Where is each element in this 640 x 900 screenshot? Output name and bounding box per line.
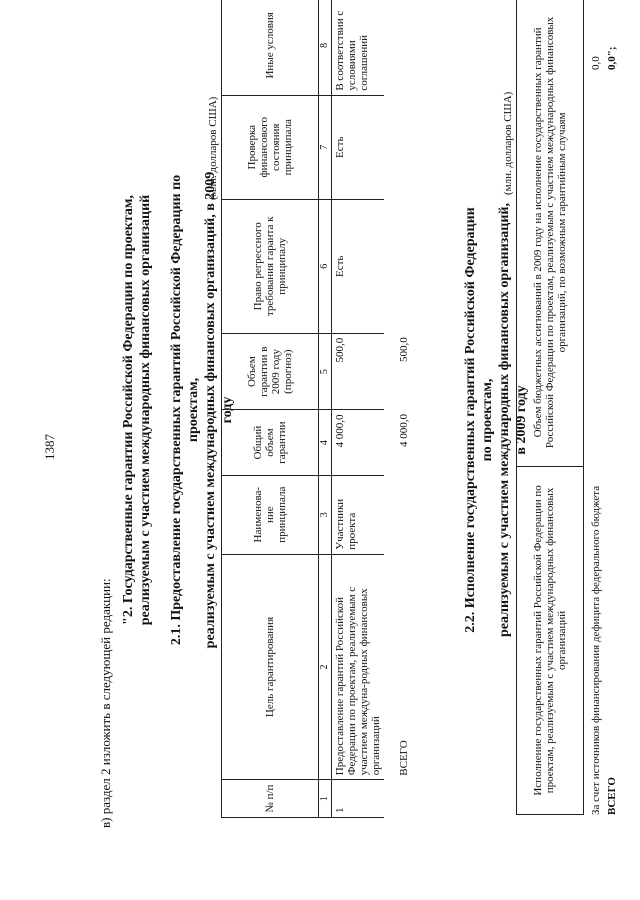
header-cell: Общий объем гарантии <box>222 410 319 475</box>
column-number: 1 <box>319 780 332 818</box>
header-cell: Наименова-ние принципала <box>222 475 319 554</box>
volume-2009-cell: 500,0 <box>332 333 385 410</box>
execution-table <box>516 0 584 815</box>
section-2-title <box>120 190 154 630</box>
section-2-title-line1: "2. Государственные гарантии Российской Федерации по проектам, <box>121 195 136 625</box>
column-number-row <box>319 0 332 818</box>
purpose-cell: Предоставление гарантий Российской Федерации по проектам, реализуемым с участием междуна-родных финансовых организаций <box>332 554 385 780</box>
column-number: 8 <box>319 0 332 95</box>
section-2-2-title-line1: 2.2. Исполнение государственных гарантий Российской Федерации по проектам, <box>463 207 495 633</box>
column-number: 4 <box>319 410 332 475</box>
column-number: 5 <box>319 333 332 410</box>
table-row <box>332 0 385 818</box>
row-number: 1 <box>332 780 385 818</box>
section-2-2-title-line2: реализуемым с участием международных финансовых организаций, в 2009 году <box>497 202 529 638</box>
appropriation-header: Объем бюджетных ассигнований в 2009 году на исполнение государственных гарантий Российской Федерации по проектам, реализуемым с участием международных финансовых организаций, по возможным гарантийным случаям <box>517 0 584 466</box>
table2-total-value: 0,0"; <box>606 46 618 70</box>
table-header-row <box>517 0 584 815</box>
financing-row-value: 0,0 <box>590 56 602 70</box>
section-2-1-title-line1: 2.1. Предоставление государственных гарантий Российской Федерации по проектам, <box>169 174 201 646</box>
section-2-title-line2: реализуемым с участием международных финансовых организаций <box>138 194 153 626</box>
header-cell: Цель гарантирования <box>222 554 319 780</box>
guarantees-table <box>221 0 412 818</box>
header-cell: Право регрессного требования гаранта к принципалу <box>222 199 319 333</box>
total-row <box>384 0 412 818</box>
column-number: 6 <box>319 199 332 333</box>
column-number: 7 <box>319 95 332 199</box>
financing-row-label: За счет источников финансирования дефицита федерального бюджета <box>590 485 602 815</box>
column-number: 2 <box>319 554 332 780</box>
total-volume: 4 000,0 <box>398 413 410 447</box>
recourse-cell: Есть <box>332 199 385 333</box>
total-volume-2009: 500,0 <box>398 337 410 363</box>
principal-cell: Участники проекта <box>332 475 385 554</box>
total-label: ВСЕГО <box>398 740 410 776</box>
header-cell: Иные условия <box>222 0 319 95</box>
table2-total-label: ВСЕГО <box>606 777 618 815</box>
header-cell: Проверка финансового состояния принципала <box>222 95 319 199</box>
header-cell: № п/п <box>222 780 319 818</box>
column-number: 3 <box>319 475 332 554</box>
total-volume-cell: 4 000,0 <box>332 410 385 475</box>
section-2-1-title-line2: реализуемым с участием международных финансовых организаций, в 2009 году <box>203 171 235 649</box>
page-number: 1387 <box>42 434 57 460</box>
execution-header: Исполнение государственных гарантий Российской Федерации по проектам, реализуемым с участием международных финансовых организаций <box>517 466 584 814</box>
check-cell: Есть <box>332 95 385 199</box>
header-cell: Объем гарантии в 2009 году (прогноз) <box>222 333 319 410</box>
unit-label-2: (млн. долларов США) <box>502 91 514 195</box>
table-header-row <box>222 0 319 818</box>
intro-text: в) раздел 2 изложить в следующей редакции: <box>98 578 113 828</box>
other-conditions-cell: В соответствии с условиями соглашений <box>332 0 385 95</box>
unit-label-1: (млн. долларов США) <box>207 96 219 200</box>
